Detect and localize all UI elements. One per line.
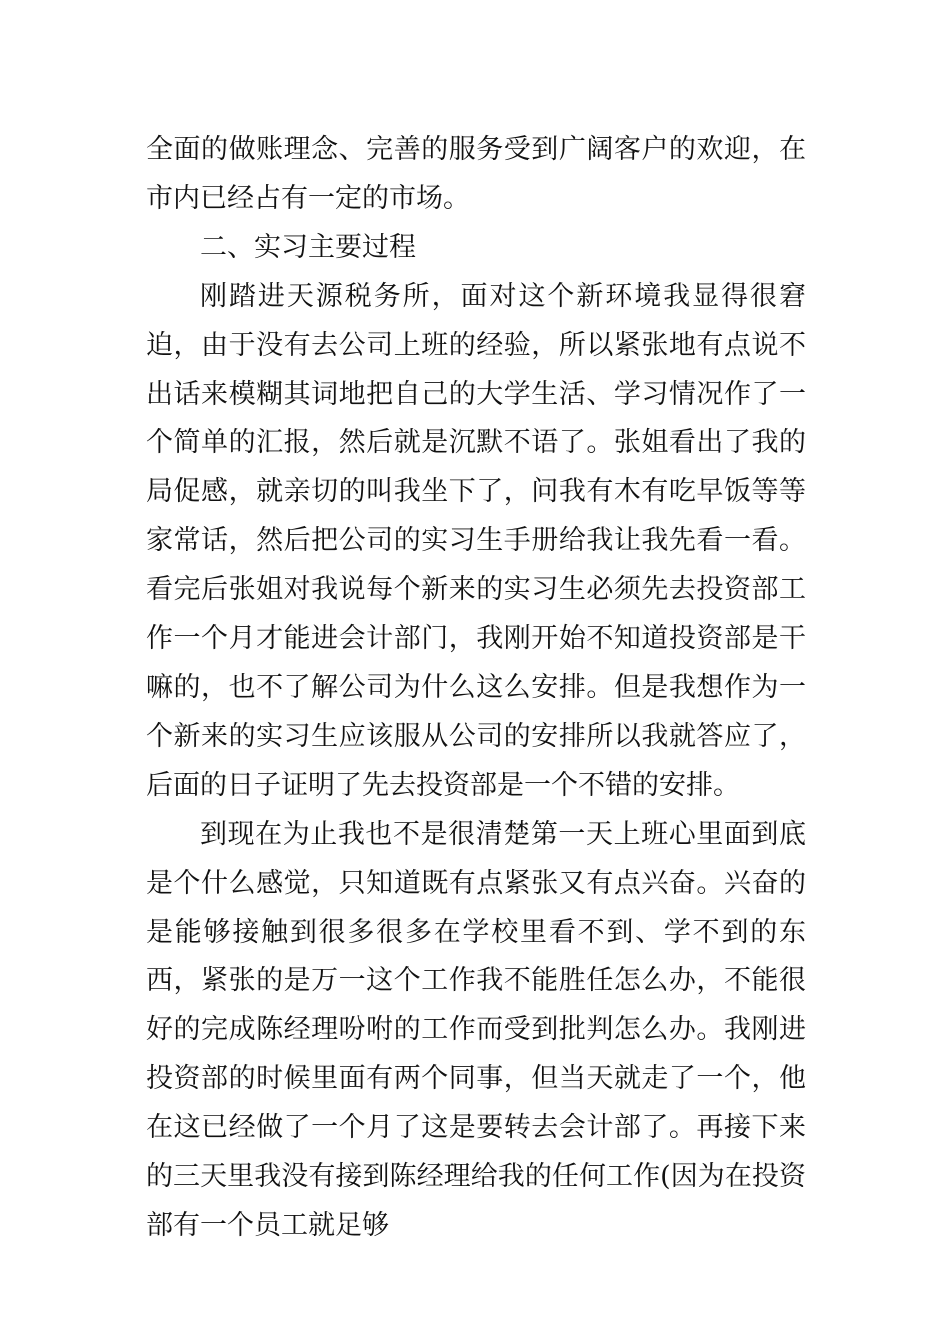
- paragraph: 刚踏进天源税务所，面对这个新环境我显得很窘迫，由于没有去公司上班的经验，所以紧张地有点说不出话来模糊其词地把自己的大学生活、学习情况作了一个简单的汇报，然后就是沉默不语了。张姐看出了我的局促感，就亲切的叫我坐下了，问我有木有吃早饭等等家常话，然后把公司的实习生手册给我让我先看一看。看完后张姐对我说每个新来的实习生必须先去投资部工作一个月才能进会计部门，我刚开始不知道投资部是干嘛的，也不了解公司为什么这么安排。但是我想作为一个新来的实习生应该服从公司的安排所以我就答应了，后面的日子证明了先去投资部是一个不错的安排。: [146, 280, 806, 801]
- paragraph-continuation: 全面的做账理念、完善的服务受到广阔客户的欢迎，在市内已经占有一定的市场。: [146, 134, 806, 214]
- document-body: [146, 126, 806, 1251]
- section-heading: 二、实习主要过程: [200, 231, 416, 263]
- paragraph: 到现在为止我也不是很清楚第一天上班心里面到底是个什么感觉，只知道既有点紧张又有点兴奋。兴奋的是能够接触到很多很多在学校里看不到、学不到的东西，紧张的是万一这个工作我不能胜任怎么办，不能很好的完成陈经理吩咐的工作而受到批判怎么办。我刚进投资部的时候里面有两个同事，但当天就走了一个，他在这已经做了一个月了这是要转去会计部了。再接下来的三天里我没有接到陈经理给我的任何工作(因为在投资部有一个员工就足够: [146, 818, 806, 1241]
